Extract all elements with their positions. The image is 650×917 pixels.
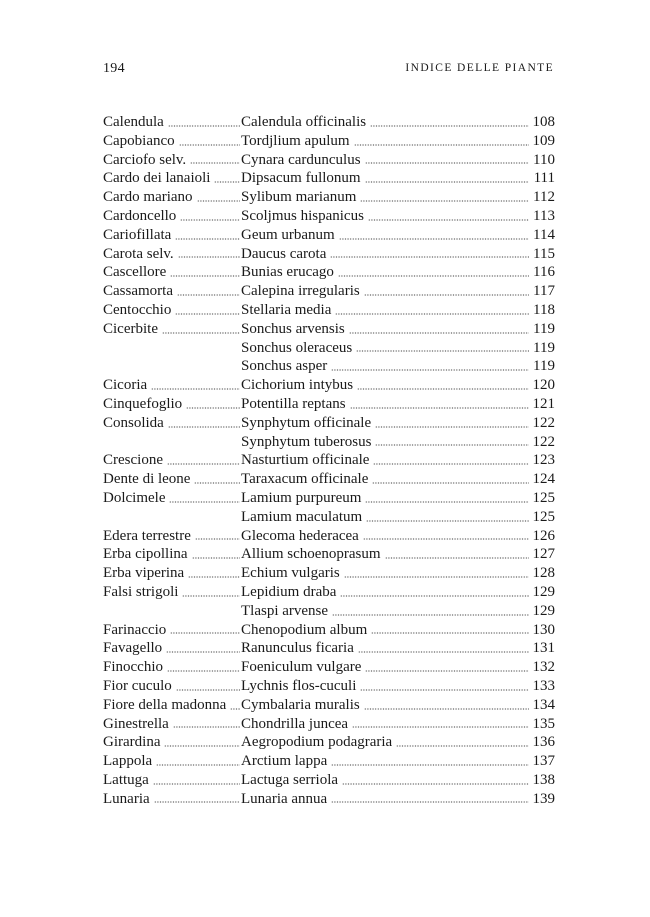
index-entry [103, 113, 555, 132]
dot-leader [363, 530, 529, 540]
botanical-name: Cynara cardunculus [241, 151, 361, 168]
dot-leader [195, 530, 240, 540]
botanical-name: Daucus carota [241, 245, 327, 262]
index-entry [103, 508, 555, 527]
page-reference: 118 [533, 301, 555, 318]
dot-leader [349, 324, 529, 334]
dot-leader [177, 286, 240, 296]
index-entry [103, 621, 555, 640]
dot-leader [366, 512, 529, 522]
common-name: Lunaria [103, 790, 150, 807]
common-name-cell [103, 733, 241, 752]
botanical-name: Calepina irregularis [241, 283, 360, 300]
dot-leader [169, 493, 240, 503]
common-name-cell [103, 113, 241, 132]
dot-leader [335, 305, 529, 315]
botanical-name-cell [241, 527, 555, 546]
botanical-name-cell [241, 583, 555, 602]
dot-leader [357, 380, 529, 390]
page-reference: 120 [532, 377, 555, 394]
common-name-cell [103, 564, 241, 583]
page-reference: 125 [532, 489, 555, 506]
dot-leader [214, 173, 240, 183]
dot-leader [354, 136, 529, 146]
dot-leader [350, 399, 529, 409]
common-name: Erba cipollina [103, 546, 188, 563]
index-entry [103, 188, 555, 207]
index-entry [103, 752, 555, 771]
botanical-name-cell [241, 733, 555, 752]
page-reference: 113 [533, 207, 555, 224]
common-name: Consolida [103, 414, 164, 431]
dot-leader [230, 700, 240, 710]
page-reference: 112 [533, 189, 555, 206]
index-entry [103, 489, 555, 508]
index-entry [103, 339, 555, 358]
dot-leader [370, 117, 529, 127]
page-reference: 111 [533, 170, 555, 187]
index-entry [103, 169, 555, 188]
common-name-cell [103, 132, 241, 151]
dot-leader [385, 549, 529, 559]
page-reference: 119 [533, 320, 555, 337]
page-reference: 132 [532, 659, 555, 676]
index-entry [103, 583, 555, 602]
common-name-cell [103, 677, 241, 696]
dot-leader [332, 606, 529, 616]
dot-leader [179, 136, 240, 146]
running-title: INDICE DELLE PIANTE [405, 62, 554, 74]
index-entry [103, 696, 555, 715]
common-name: Favagello [103, 640, 163, 657]
botanical-name: Echium vulgaris [241, 565, 340, 582]
botanical-name: Aegropodium podagraria [241, 734, 393, 751]
common-name: Farinaccio [103, 621, 167, 638]
common-name-cell [103, 715, 241, 734]
dot-leader [175, 230, 240, 240]
page-reference: 126 [532, 527, 555, 544]
botanical-name: Calendula officinalis [241, 114, 367, 130]
common-name-cell [103, 207, 241, 226]
common-name: Cinquefoglio [103, 395, 183, 412]
botanical-name: Ranunculus ficaria [241, 640, 354, 657]
botanical-name: Lychnis flos-cuculi [241, 677, 357, 694]
index-entry [103, 545, 555, 564]
botanical-name-cell [241, 301, 555, 320]
dot-leader [188, 568, 240, 578]
botanical-name-cell [241, 771, 555, 790]
common-name-cell [103, 527, 241, 546]
common-name: Capobianco [103, 132, 175, 149]
page-number: 194 [103, 61, 125, 76]
botanical-name: Sonchus arvensis [241, 320, 345, 337]
dot-leader [168, 418, 240, 428]
botanical-name-cell [241, 470, 555, 489]
botanical-name: Synphytum officinale [241, 414, 372, 431]
common-name: Carota selv. [103, 245, 174, 262]
dot-leader [373, 455, 529, 465]
dot-leader [352, 718, 529, 728]
dot-leader [344, 568, 529, 578]
botanical-name-cell [241, 169, 555, 188]
index-entry [103, 677, 555, 696]
index-entry [103, 470, 555, 489]
botanical-name-cell [241, 282, 555, 301]
botanical-name: Sylibum marianum [241, 189, 357, 206]
common-name-cell [103, 621, 241, 640]
page-reference: 123 [532, 452, 555, 469]
page-reference: 122 [532, 414, 555, 431]
botanical-name-cell [241, 602, 555, 621]
dot-leader [365, 493, 529, 503]
dot-leader [364, 700, 529, 710]
common-name-cell [103, 226, 241, 245]
dot-leader [197, 192, 240, 202]
dot-leader [154, 793, 240, 803]
common-name: Girardina [103, 734, 161, 751]
botanical-name: Cichorium intybus [241, 377, 354, 394]
page-header [103, 61, 554, 81]
common-name-cell [103, 376, 241, 395]
page-reference: 131 [532, 640, 555, 657]
botanical-name: Lactuga serriola [241, 771, 339, 788]
common-name-cell [103, 451, 241, 470]
common-name: Calendula [103, 114, 164, 130]
botanical-name: Potentilla reptans [241, 395, 346, 412]
common-name: Cascellore [103, 264, 167, 281]
dot-leader [339, 230, 529, 240]
index-entry [103, 602, 555, 621]
botanical-name: Lamium maculatum [241, 508, 363, 525]
dot-leader [338, 267, 529, 277]
botanical-name: Scoljmus hispanicus [241, 207, 364, 224]
common-name-cell [103, 583, 241, 602]
dot-leader [180, 211, 240, 221]
index-entry [103, 245, 555, 264]
page-reference: 129 [532, 583, 555, 600]
common-name-cell [103, 169, 241, 188]
botanical-name-cell [241, 752, 555, 771]
botanical-name-cell [241, 545, 555, 564]
common-name-cell [103, 188, 241, 207]
botanical-name: Taraxacum officinale [241, 471, 369, 488]
page-reference: 136 [532, 734, 555, 751]
common-name-cell [103, 696, 241, 715]
common-name-cell [103, 658, 241, 677]
dot-leader [173, 718, 240, 728]
page-reference: 116 [533, 264, 555, 281]
botanical-name-cell [241, 433, 555, 452]
index-entry [103, 715, 555, 734]
common-name-cell [103, 489, 241, 508]
dot-leader [167, 662, 240, 672]
page-reference: 139 [532, 790, 555, 807]
common-name: Fior cuculo [103, 677, 172, 694]
page-reference: 130 [532, 621, 555, 638]
botanical-name: Lunaria annua [241, 790, 328, 807]
botanical-name-cell [241, 320, 555, 339]
botanical-name: Arctium lappa [241, 753, 328, 770]
dot-leader [331, 756, 529, 766]
common-name: Cariofillata [103, 226, 172, 243]
page-reference: 119 [533, 339, 555, 356]
page-reference: 108 [532, 114, 555, 130]
common-name-cell [103, 545, 241, 564]
botanical-name: Dipsacum fullonum [241, 170, 361, 187]
common-name-cell [103, 752, 241, 771]
index-entry [103, 301, 555, 320]
botanical-name: Chondrilla juncea [241, 715, 349, 732]
dot-leader [358, 643, 529, 653]
page-reference: 121 [532, 395, 555, 412]
dot-leader [186, 399, 240, 409]
botanical-name: Nasturtium officinale [241, 452, 370, 469]
botanical-name: Geum urbanum [241, 226, 335, 243]
common-name: Cicerbite [103, 320, 158, 337]
botanical-name: Tlaspi arvense [241, 602, 329, 619]
index-entry [103, 527, 555, 546]
index-entry [103, 658, 555, 677]
dot-leader [356, 342, 529, 352]
page-reference: 122 [532, 433, 555, 450]
index-entry [103, 790, 555, 809]
common-name: Cardo dei lanaioli [103, 170, 211, 187]
index-entry [103, 320, 555, 339]
common-name: Ginestrella [103, 715, 169, 732]
botanical-name-cell [241, 621, 555, 640]
botanical-name-cell [241, 790, 555, 809]
botanical-name: Sonchus oleraceus [241, 339, 353, 356]
common-name: Finocchio [103, 659, 163, 676]
dot-leader [360, 192, 529, 202]
index-entry [103, 433, 555, 452]
common-name: Cassamorta [103, 283, 173, 300]
dot-leader [331, 793, 529, 803]
common-name-cell [103, 245, 241, 264]
botanical-name-cell [241, 564, 555, 583]
page-reference: 128 [532, 565, 555, 582]
botanical-name: Bunias erucago [241, 264, 334, 281]
index-entry [103, 395, 555, 414]
botanical-name-cell [241, 451, 555, 470]
botanical-name: Lepidium draba [241, 583, 337, 600]
common-name-cell [103, 771, 241, 790]
botanical-name-cell [241, 376, 555, 395]
plant-index [103, 113, 555, 808]
common-name: Dolcimele [103, 489, 166, 506]
botanical-name-cell [241, 715, 555, 734]
index-entry [103, 151, 555, 170]
dot-leader [166, 643, 240, 653]
index-entry [103, 733, 555, 752]
dot-leader [375, 436, 529, 446]
dot-leader [170, 624, 240, 634]
common-name-cell [103, 263, 241, 282]
common-name: Erba viperina [103, 565, 185, 582]
common-name-cell [103, 414, 241, 433]
dot-leader [194, 474, 240, 484]
index-entry [103, 357, 555, 376]
dot-leader [365, 173, 529, 183]
index-entry [103, 771, 555, 790]
common-name: Fiore della madonna [103, 696, 227, 713]
dot-leader [330, 248, 529, 258]
dot-leader [342, 775, 529, 785]
page-reference: 119 [533, 358, 555, 375]
dot-leader [371, 624, 529, 634]
dot-leader [365, 154, 529, 164]
dot-leader [364, 286, 529, 296]
botanical-name: Chenopodium album [241, 621, 368, 638]
page-reference: 127 [532, 546, 555, 563]
botanical-name: Foeniculum vulgare [241, 659, 362, 676]
page-reference: 138 [532, 771, 555, 788]
index-entry [103, 414, 555, 433]
dot-leader [368, 211, 529, 221]
common-name: Falsi strigoli [103, 583, 179, 600]
page-reference: 135 [532, 715, 555, 732]
page-reference: 125 [532, 508, 555, 525]
dot-leader [331, 361, 529, 371]
common-name: Centocchio [103, 301, 172, 318]
page-reference: 114 [533, 226, 555, 243]
botanical-name-cell [241, 489, 555, 508]
dot-leader [175, 305, 240, 315]
common-name-cell [103, 639, 241, 658]
common-name-cell [103, 790, 241, 809]
common-name: Crescione [103, 452, 163, 469]
dot-leader [360, 681, 529, 691]
common-name: Dente di leone [103, 471, 191, 488]
botanical-name-cell [241, 339, 555, 358]
common-name: Edera terrestre [103, 527, 191, 544]
botanical-name: Stellaria media [241, 301, 332, 318]
index-entry [103, 451, 555, 470]
botanical-name: Sonchus asper [241, 358, 328, 375]
dot-leader [153, 775, 240, 785]
botanical-name: Cymbalaria muralis [241, 696, 360, 713]
page-reference: 110 [533, 151, 555, 168]
botanical-name-cell [241, 207, 555, 226]
botanical-name-cell [241, 414, 555, 433]
index-entry [103, 263, 555, 282]
page-reference: 117 [533, 283, 555, 300]
dot-leader [170, 267, 240, 277]
page-reference: 134 [532, 696, 555, 713]
dot-leader [372, 474, 529, 484]
botanical-name-cell [241, 188, 555, 207]
botanical-name-cell [241, 132, 555, 151]
page-reference: 133 [532, 677, 555, 694]
botanical-name-cell [241, 508, 555, 527]
botanical-name-cell [241, 151, 555, 170]
botanical-name-cell [241, 245, 555, 264]
index-entry [103, 132, 555, 151]
dot-leader [340, 587, 529, 597]
botanical-name: Synphytum tuberosus [241, 433, 372, 450]
botanical-name: Allium schoenoprasum [241, 546, 381, 563]
dot-leader [168, 117, 240, 127]
botanical-name-cell [241, 658, 555, 677]
common-name: Cardo mariano [103, 189, 193, 206]
page-reference: 115 [533, 245, 555, 262]
botanical-name-cell [241, 357, 555, 376]
dot-leader [365, 662, 529, 672]
common-name-cell [103, 395, 241, 414]
common-name: Cicoria [103, 377, 148, 394]
botanical-name-cell [241, 113, 555, 132]
index-entry [103, 376, 555, 395]
botanical-name-cell [241, 696, 555, 715]
dot-leader [182, 587, 240, 597]
common-name-cell [103, 470, 241, 489]
dot-leader [167, 455, 240, 465]
dot-leader [162, 324, 240, 334]
index-entry [103, 639, 555, 658]
page-reference: 137 [532, 753, 555, 770]
botanical-name-cell [241, 639, 555, 658]
page-reference: 129 [532, 602, 555, 619]
common-name-cell [103, 151, 241, 170]
index-entry [103, 207, 555, 226]
botanical-name-cell [241, 677, 555, 696]
dot-leader [176, 681, 240, 691]
common-name-cell [103, 320, 241, 339]
dot-leader [156, 756, 240, 766]
botanical-name-cell [241, 226, 555, 245]
common-name-cell [103, 301, 241, 320]
index-entry [103, 282, 555, 301]
common-name-cell [103, 282, 241, 301]
dot-leader [178, 248, 240, 258]
common-name: Lattuga [103, 771, 149, 788]
page-reference: 124 [532, 471, 555, 488]
dot-leader [192, 549, 240, 559]
dot-leader [396, 737, 529, 747]
dot-leader [164, 737, 240, 747]
common-name: Cardoncello [103, 207, 177, 224]
page-reference: 109 [532, 132, 555, 149]
botanical-name-cell [241, 395, 555, 414]
botanical-name-cell [241, 263, 555, 282]
common-name: Lappola [103, 753, 153, 770]
dot-leader [375, 418, 529, 428]
botanical-name: Glecoma hederacea [241, 527, 359, 544]
index-entry [103, 226, 555, 245]
common-name: Carciofo selv. [103, 151, 187, 168]
botanical-name: Lamium purpureum [241, 489, 362, 506]
dot-leader [190, 154, 240, 164]
index-entry [103, 564, 555, 583]
botanical-name: Tordjlium apulum [241, 132, 350, 149]
dot-leader [151, 380, 240, 390]
